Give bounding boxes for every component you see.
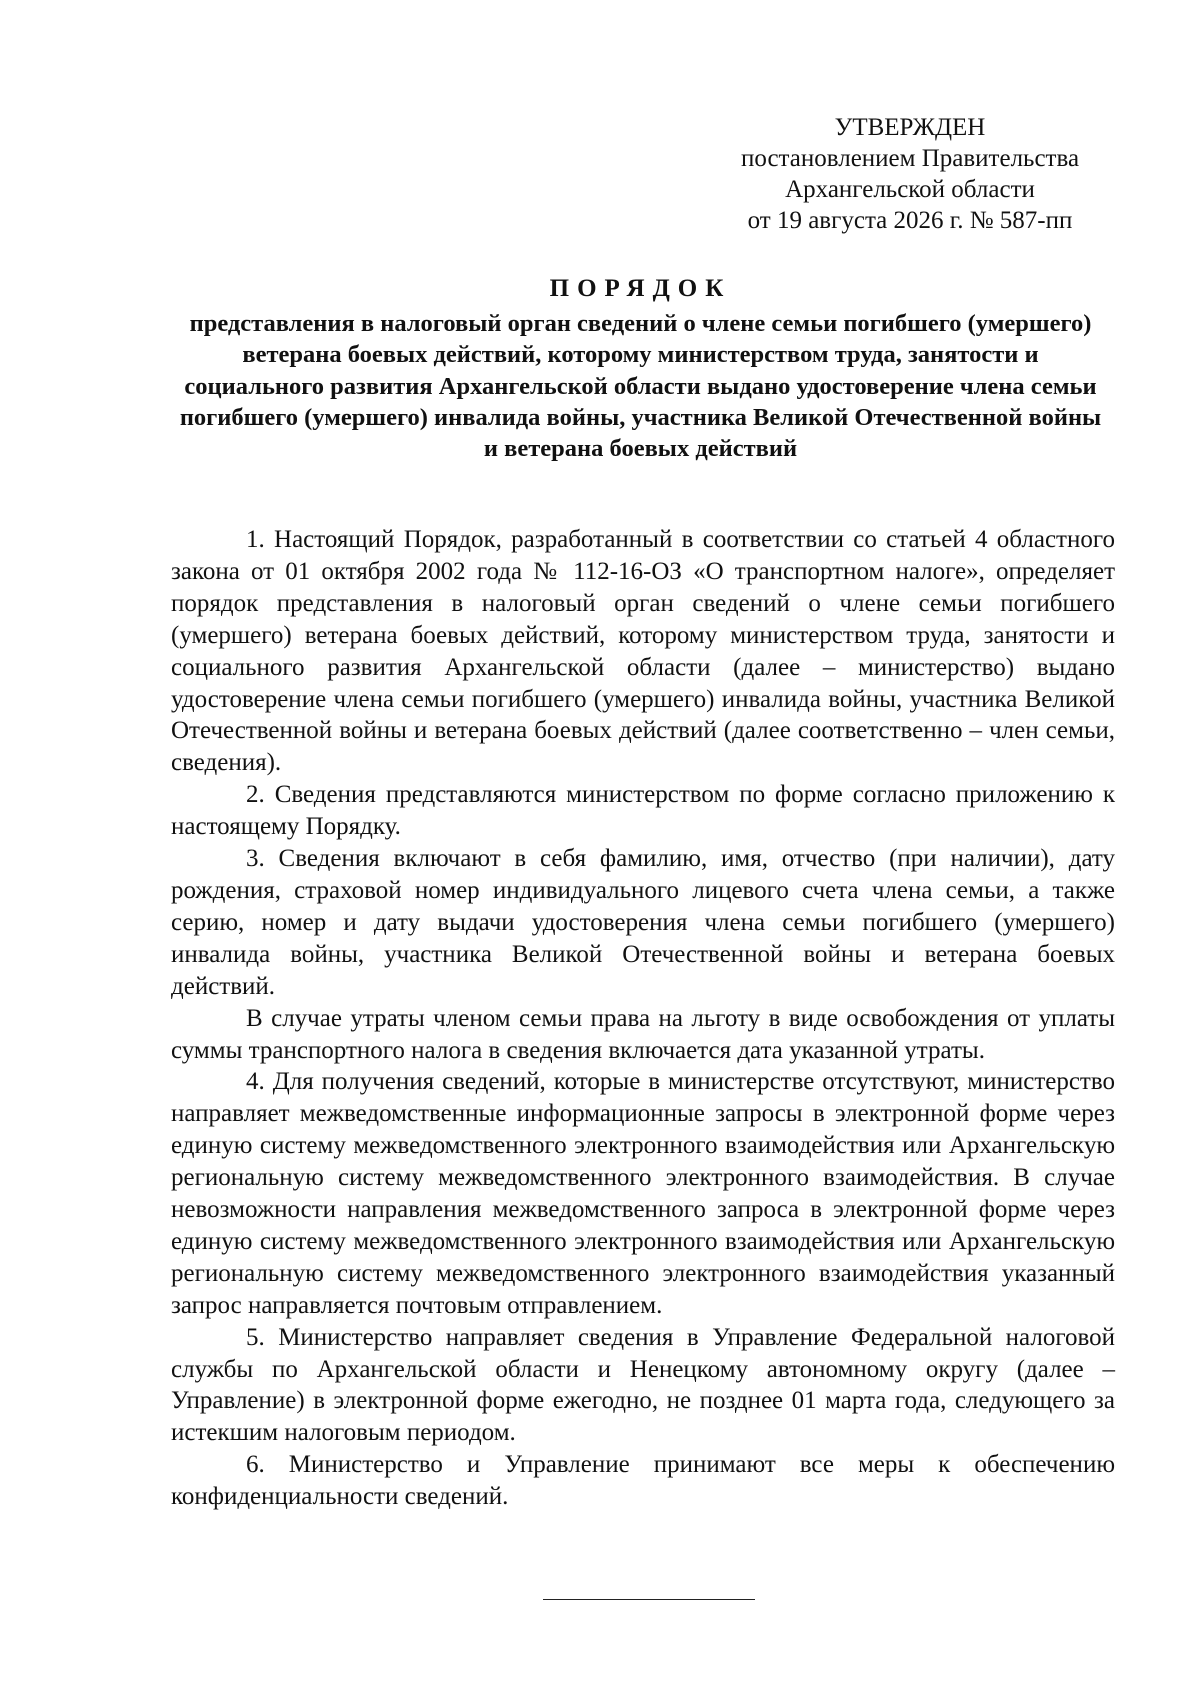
approval-region: Архангельской области bbox=[785, 176, 1035, 203]
end-divider-line bbox=[543, 1599, 755, 1600]
document-body bbox=[171, 524, 1115, 1513]
paragraph-3: 3. Сведения включают в себя фамилию, имя, отчество (при наличии), дату рождения, страховой номер индивидуального лицевого счета члена семьи, а также серию, номер и дату выдачи удостоверения члена семьи погибшего (умершего) инвалида войны, участника Великой Отечественной войны и ветерана боевых действий. bbox=[171, 845, 1115, 1000]
approval-resolution: постановлением Правительства bbox=[740, 145, 1080, 172]
paragraph-3-continued: В случае утраты членом семьи права на льготу в виде освобождения от уплаты суммы транспортного налога в сведения включается дата указанной утраты. bbox=[171, 1004, 1115, 1064]
approval-block bbox=[705, 112, 1115, 236]
paragraph-4: 4. Для получения сведений, которые в министерстве отсутствуют, министерство направляет межведомственные информационные запросы в электронной форме через единую систему межведомственного электронного взаимодействия или Архангельскую региональную систему межведомственного электронного взаимодействия. В случае невозможности направления межведомственного запроса в электронной форме через единую систему межведомственного электронного взаимодействия или Архангельскую региональную систему межведомственного электронного взаимодействия указанный запрос направляется почтовым отправлением. bbox=[171, 1068, 1115, 1319]
document-title-block bbox=[168, 274, 1113, 464]
paragraph-2: 2. Сведения представляются министерством по форме согласно приложению к настоящему Порядку. bbox=[171, 781, 1115, 841]
approval-date-number: от 19 августа 2026 г. № 587-пп bbox=[747, 207, 1073, 234]
paragraph-6: 6. Министерство и Управление принимают все меры к обеспечению конфиденциальности сведений. bbox=[171, 1451, 1115, 1511]
approval-status: УТВЕРЖДЕН bbox=[834, 114, 986, 141]
paragraph-1: 1. Настоящий Порядок, разработанный в соответствии со статьей 4 областного закона от 01 октября 2002 года № 112-16-ОЗ «О транспортном налоге», определяет порядок представления в налоговый орган сведений о члене семьи погибшего (умершего) ветерана боевых действий, которому министерством труда, занятости и социального развития Архангельской области (далее – министерство) выдано удостоверение члена семьи погибшего (умершего) инвалида войны, участника Великой Отечественной войны и ветерана боевых действий (далее соответственно – член семьи, сведения). bbox=[171, 526, 1115, 777]
paragraph-5: 5. Министерство направляет сведения в Управление Федеральной налоговой службы по Архангельской области и Ненецкому автономному округу (далее – Управление) в электронной форме ежегодно, не позднее 01 марта года, следующего за истекшим налоговым периодом. bbox=[171, 1323, 1115, 1447]
document-subtitle: представления в налоговый орган сведений о члене семьи погибшего (умершего) ветерана боевых действий, которому министерством труда, занятости и социального развития Архангельской области выдано удостоверение члена семьи погибшего (умершего) инвалида войны, участника Великой Отечественной войны и ветерана боевых действий bbox=[179, 310, 1102, 463]
document-heading: ПОРЯДОК bbox=[549, 275, 732, 302]
